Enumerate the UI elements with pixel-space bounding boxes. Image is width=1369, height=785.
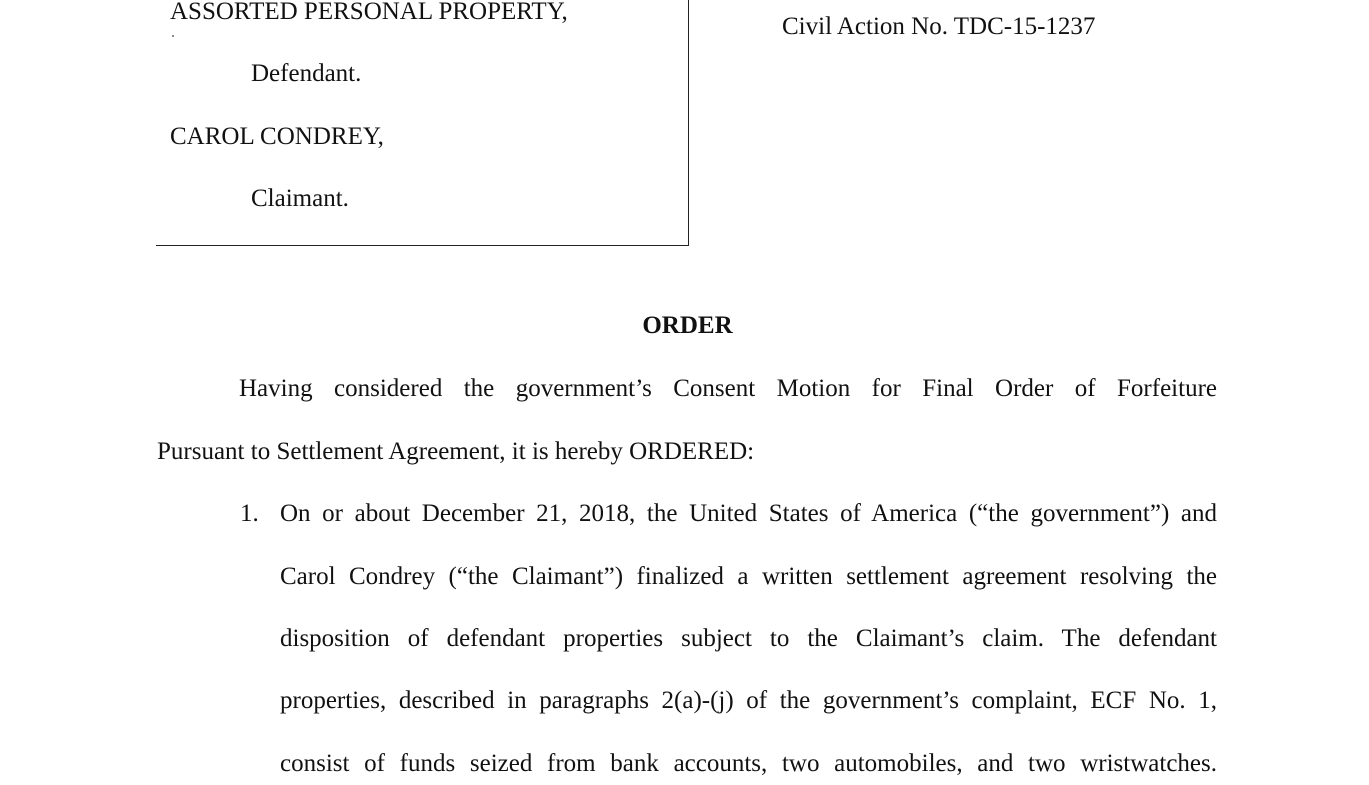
item-1-line-1: On or about December 21, 2018, the United States of America (“the government”) and [280,500,1217,527]
intro-line-1: Having considered the government’s Consent Motion for Final Order of Forfeiture [239,375,1217,402]
item-number: 1. [240,500,259,527]
item-1-line-2: Carol Condrey (“the Claimant”) finalized a written settlement agreement resolving the [280,563,1217,590]
item-1-line-4: properties, described in paragraphs 2(a)-(j) of the government’s complaint, ECF No. 1, [280,687,1217,714]
civil-action-number: Civil Action No. TDC-15-1237 [782,13,1096,40]
item-1-line-5: consist of funds seized from bank accounts, two automobiles, and two wristwatches. [280,750,1217,777]
defendant-role: Defendant. [251,60,362,87]
intro-line-2: Pursuant to Settlement Agreement, it is hereby ORDERED: [157,438,755,465]
defendant-name: ASSORTED PERSONAL PROPERTY, [170,0,568,25]
claimant-name: CAROL CONDREY, [170,123,384,150]
claimant-role: Claimant. [251,185,349,212]
order-title: ORDER [642,312,733,339]
scan-speck [172,35,174,37]
item-1-line-3: disposition of defendant properties subject to the Claimant’s claim. The defendant [280,625,1217,652]
